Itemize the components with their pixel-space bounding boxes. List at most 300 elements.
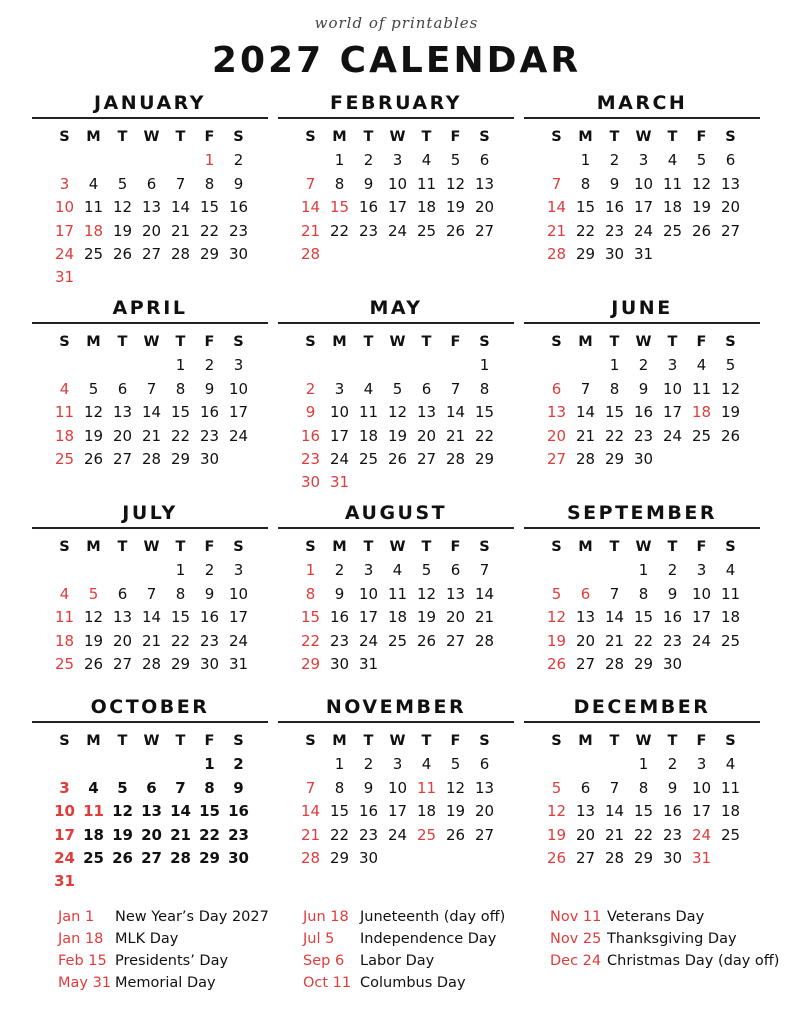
empty-cell xyxy=(79,266,108,289)
week-row xyxy=(524,448,760,471)
day-cell: 17 xyxy=(691,608,712,627)
empty-cell xyxy=(166,870,195,893)
day-cell: 16 xyxy=(199,403,220,422)
day-cell: 4 xyxy=(392,561,403,580)
day-cell: 2 xyxy=(609,151,620,170)
day-cell: 21 xyxy=(474,608,495,627)
weekday-header xyxy=(278,730,514,753)
day-cell: 4 xyxy=(421,755,432,774)
day-cell: 31 xyxy=(329,473,350,492)
month-april xyxy=(32,294,268,471)
day-cell: 1 xyxy=(334,755,345,774)
holiday-row xyxy=(58,950,269,972)
holiday-row xyxy=(58,928,269,950)
empty-cell xyxy=(441,847,470,870)
weekday-label: M xyxy=(332,129,347,145)
weekday-label: T xyxy=(667,334,678,350)
day-cell: 28 xyxy=(445,449,466,468)
holiday-name: Presidents’ Day xyxy=(115,953,229,969)
day-cell: 16 xyxy=(633,403,654,422)
day-cell: 6 xyxy=(146,778,157,797)
month-august xyxy=(278,499,514,676)
day-cell: 3 xyxy=(59,174,70,193)
week-row xyxy=(524,243,760,266)
weekday-label: F xyxy=(450,733,461,749)
weekday-label: F xyxy=(696,733,707,749)
day-cell: 15 xyxy=(300,608,321,627)
day-cell: 23 xyxy=(199,426,220,445)
holiday-row xyxy=(550,950,779,972)
weekday-label: F xyxy=(204,129,215,145)
day-cell: 28 xyxy=(300,244,321,263)
week-row xyxy=(32,800,268,823)
week-row xyxy=(278,243,514,266)
day-cell: 4 xyxy=(59,584,70,603)
holiday-row xyxy=(58,906,269,928)
day-cell: 26 xyxy=(691,221,712,240)
day-cell: 28 xyxy=(170,848,191,867)
empty-cell xyxy=(412,847,441,870)
day-cell: 17 xyxy=(54,825,75,844)
empty-cell xyxy=(658,243,687,266)
day-cell: 6 xyxy=(479,151,490,170)
day-cell: 14 xyxy=(300,198,321,217)
week-row xyxy=(32,653,268,676)
month-november xyxy=(278,693,514,870)
day-cell: 9 xyxy=(363,174,374,193)
day-cell: 30 xyxy=(300,473,321,492)
day-cell: 22 xyxy=(575,221,596,240)
day-cell: 13 xyxy=(720,174,741,193)
weekday-label: F xyxy=(204,334,215,350)
holiday-date: Jan 1 xyxy=(58,909,95,925)
day-cell: 26 xyxy=(112,848,133,867)
day-cell: 24 xyxy=(228,631,249,650)
day-cell: 13 xyxy=(575,608,596,627)
holiday-date: Oct 11 xyxy=(303,975,352,991)
day-cell: 24 xyxy=(387,221,408,240)
month-name: OCTOBER xyxy=(32,693,268,723)
day-cell: 4 xyxy=(363,379,374,398)
week-row xyxy=(524,425,760,448)
day-cell: 7 xyxy=(305,778,316,797)
day-cell: 26 xyxy=(445,825,466,844)
empty-cell xyxy=(441,354,470,377)
empty-cell xyxy=(296,149,325,172)
month-name: APRIL xyxy=(32,294,268,324)
day-cell: 25 xyxy=(83,244,104,263)
weekday-label: M xyxy=(86,539,101,555)
empty-cell xyxy=(687,243,716,266)
day-cell: 16 xyxy=(662,802,683,821)
day-cell: 17 xyxy=(358,608,379,627)
weekday-header xyxy=(32,331,268,354)
weekday-label: M xyxy=(578,129,593,145)
page-title: 2027 CALENDAR xyxy=(211,40,582,81)
weekday-label: S xyxy=(233,334,244,350)
day-cell: 5 xyxy=(117,778,128,797)
weekday-header xyxy=(524,536,760,559)
day-cell: 19 xyxy=(83,631,104,650)
day-cell: 26 xyxy=(416,631,437,650)
day-cell: 19 xyxy=(691,198,712,217)
day-cell: 8 xyxy=(580,174,591,193)
day-cell: 13 xyxy=(445,584,466,603)
weekday-label: F xyxy=(204,733,215,749)
day-cell: 27 xyxy=(141,244,162,263)
day-cell: 17 xyxy=(691,802,712,821)
empty-cell xyxy=(412,354,441,377)
week-row xyxy=(278,824,514,847)
day-cell: 14 xyxy=(300,802,321,821)
day-cell: 24 xyxy=(54,244,75,263)
weekday-label: M xyxy=(86,129,101,145)
day-cell: 1 xyxy=(609,356,620,375)
month-may xyxy=(278,294,514,495)
day-cell: 20 xyxy=(445,608,466,627)
holiday-name: Thanksgiving Day xyxy=(607,931,737,947)
empty-cell xyxy=(716,448,745,471)
day-cell: 19 xyxy=(83,426,104,445)
week-row xyxy=(32,173,268,196)
week-row xyxy=(32,870,268,893)
empty-cell xyxy=(571,354,600,377)
weekday-label: T xyxy=(363,539,374,555)
day-cell: 3 xyxy=(233,356,244,375)
day-cell: 7 xyxy=(175,778,186,797)
day-cell: 8 xyxy=(204,778,215,797)
day-cell: 12 xyxy=(387,403,408,422)
day-cell: 20 xyxy=(112,426,133,445)
weekday-label: T xyxy=(175,733,186,749)
weekday-label: T xyxy=(667,129,678,145)
day-cell: 2 xyxy=(233,151,244,170)
day-cell: 14 xyxy=(170,802,191,821)
weekday-label: M xyxy=(332,334,347,350)
day-cell: 2 xyxy=(233,755,244,774)
day-cell: 23 xyxy=(228,825,249,844)
weekday-label: T xyxy=(175,539,186,555)
empty-cell xyxy=(79,753,108,776)
day-cell: 15 xyxy=(329,802,350,821)
day-cell: 7 xyxy=(146,379,157,398)
day-cell: 11 xyxy=(358,403,379,422)
day-cell: 12 xyxy=(83,403,104,422)
day-cell: 9 xyxy=(609,174,620,193)
empty-cell xyxy=(137,753,166,776)
day-cell: 21 xyxy=(170,221,191,240)
weekday-header xyxy=(524,331,760,354)
weekday-label: F xyxy=(696,539,707,555)
day-cell: 29 xyxy=(170,449,191,468)
day-cell: 15 xyxy=(329,198,350,217)
weekday-label: T xyxy=(117,539,128,555)
empty-cell xyxy=(50,149,79,172)
empty-cell xyxy=(716,653,745,676)
day-cell: 8 xyxy=(479,379,490,398)
day-cell: 13 xyxy=(474,174,495,193)
day-cell: 15 xyxy=(474,403,495,422)
holiday-row xyxy=(303,972,505,994)
day-cell: 2 xyxy=(334,561,345,580)
day-cell: 7 xyxy=(146,584,157,603)
day-cell: 20 xyxy=(416,426,437,445)
weekday-label: M xyxy=(86,733,101,749)
month-december xyxy=(524,693,760,870)
month-name: NOVEMBER xyxy=(278,693,514,723)
day-cell: 1 xyxy=(638,561,649,580)
holiday-list-3 xyxy=(550,906,779,972)
weekday-label: S xyxy=(551,129,562,145)
day-cell: 22 xyxy=(170,426,191,445)
day-cell: 29 xyxy=(199,848,220,867)
day-cell: 29 xyxy=(633,848,654,867)
holiday-row xyxy=(58,972,269,994)
empty-cell xyxy=(542,149,571,172)
holiday-name: Juneteenth (day off) xyxy=(360,909,506,925)
day-cell: 12 xyxy=(445,778,466,797)
weekday-label: S xyxy=(725,539,736,555)
day-cell: 23 xyxy=(662,825,683,844)
day-cell: 3 xyxy=(363,561,374,580)
day-cell: 19 xyxy=(112,221,133,240)
weekday-label: T xyxy=(609,539,620,555)
weekday-label: S xyxy=(551,733,562,749)
day-cell: 6 xyxy=(117,584,128,603)
day-cell: 5 xyxy=(725,356,736,375)
day-cell: 21 xyxy=(445,426,466,445)
week-row xyxy=(524,378,760,401)
day-cell: 5 xyxy=(551,584,562,603)
weekday-label: T xyxy=(609,334,620,350)
day-cell: 30 xyxy=(604,244,625,263)
day-cell: 22 xyxy=(474,426,495,445)
day-cell: 2 xyxy=(638,356,649,375)
week-row xyxy=(524,606,760,629)
month-name: FEBRUARY xyxy=(278,89,514,119)
holiday-date: Jan 18 xyxy=(58,931,104,947)
day-cell: 5 xyxy=(88,379,99,398)
month-february xyxy=(278,89,514,266)
day-cell: 3 xyxy=(696,561,707,580)
empty-cell xyxy=(79,559,108,582)
week-row xyxy=(32,196,268,219)
day-cell: 21 xyxy=(300,221,321,240)
day-cell: 23 xyxy=(662,631,683,650)
day-cell: 9 xyxy=(363,778,374,797)
month-name: JULY xyxy=(32,499,268,529)
day-cell: 24 xyxy=(691,631,712,650)
day-cell: 1 xyxy=(334,151,345,170)
weekday-label: W xyxy=(635,733,652,749)
day-cell: 16 xyxy=(329,608,350,627)
day-cell: 18 xyxy=(83,825,104,844)
day-cell: 30 xyxy=(199,449,220,468)
empty-cell xyxy=(383,847,412,870)
day-cell: 4 xyxy=(88,778,99,797)
day-cell: 16 xyxy=(228,198,249,217)
empty-cell xyxy=(470,653,499,676)
day-cell: 1 xyxy=(479,356,490,375)
day-cell: 6 xyxy=(421,379,432,398)
day-cell: 17 xyxy=(329,426,350,445)
holiday-row xyxy=(303,906,505,928)
day-cell: 2 xyxy=(667,755,678,774)
month-october xyxy=(32,693,268,894)
day-cell: 4 xyxy=(725,755,736,774)
day-cell: 17 xyxy=(228,608,249,627)
brand-script: world of printables xyxy=(314,14,479,32)
weekday-label: S xyxy=(725,334,736,350)
day-cell: 26 xyxy=(546,654,567,673)
day-cell: 5 xyxy=(696,151,707,170)
day-cell: 3 xyxy=(392,151,403,170)
empty-cell xyxy=(195,266,224,289)
weekday-label: W xyxy=(635,334,652,350)
day-cell: 22 xyxy=(199,825,220,844)
day-cell: 1 xyxy=(175,356,186,375)
weekday-label: T xyxy=(609,129,620,145)
day-cell: 13 xyxy=(112,608,133,627)
day-cell: 3 xyxy=(59,778,70,797)
day-cell: 24 xyxy=(633,221,654,240)
week-row xyxy=(278,401,514,424)
day-cell: 27 xyxy=(575,654,596,673)
day-cell: 6 xyxy=(117,379,128,398)
empty-cell xyxy=(470,243,499,266)
day-cell: 25 xyxy=(387,631,408,650)
day-cell: 6 xyxy=(580,778,591,797)
day-cell: 28 xyxy=(604,848,625,867)
day-cell: 18 xyxy=(387,608,408,627)
week-row xyxy=(524,583,760,606)
day-cell: 3 xyxy=(667,356,678,375)
day-cell: 18 xyxy=(720,802,741,821)
weekday-label: W xyxy=(389,539,406,555)
week-row xyxy=(524,354,760,377)
day-cell: 27 xyxy=(416,449,437,468)
week-row xyxy=(278,630,514,653)
day-cell: 6 xyxy=(146,174,157,193)
day-cell: 18 xyxy=(54,631,75,650)
day-cell: 31 xyxy=(633,244,654,263)
day-cell: 8 xyxy=(638,584,649,603)
day-cell: 28 xyxy=(575,449,596,468)
day-cell: 29 xyxy=(604,449,625,468)
week-row xyxy=(524,847,760,870)
week-row xyxy=(32,847,268,870)
day-cell: 27 xyxy=(575,848,596,867)
empty-cell xyxy=(137,870,166,893)
week-row xyxy=(524,777,760,800)
day-cell: 25 xyxy=(54,654,75,673)
day-cell: 23 xyxy=(329,631,350,650)
empty-cell xyxy=(470,847,499,870)
day-cell: 22 xyxy=(170,631,191,650)
weekday-label: F xyxy=(696,129,707,145)
day-cell: 7 xyxy=(551,174,562,193)
day-cell: 4 xyxy=(88,174,99,193)
week-row xyxy=(32,378,268,401)
day-cell: 10 xyxy=(54,802,75,821)
day-cell: 1 xyxy=(305,561,316,580)
day-cell: 16 xyxy=(199,608,220,627)
day-cell: 23 xyxy=(604,221,625,240)
holiday-date: Jun 18 xyxy=(303,909,349,925)
week-row xyxy=(32,220,268,243)
day-cell: 10 xyxy=(228,379,249,398)
weekday-header xyxy=(32,730,268,753)
day-cell: 11 xyxy=(662,174,683,193)
weekday-label: S xyxy=(305,129,316,145)
empty-cell xyxy=(600,753,629,776)
weekday-label: W xyxy=(143,334,160,350)
day-cell: 23 xyxy=(633,426,654,445)
day-cell: 25 xyxy=(662,221,683,240)
day-cell: 22 xyxy=(633,631,654,650)
day-cell: 5 xyxy=(88,584,99,603)
holiday-date: Sep 6 xyxy=(303,953,345,969)
week-row xyxy=(32,425,268,448)
day-cell: 27 xyxy=(112,654,133,673)
day-cell: 5 xyxy=(450,151,461,170)
month-september xyxy=(524,499,760,676)
month-name: DECEMBER xyxy=(524,693,760,723)
day-cell: 17 xyxy=(662,403,683,422)
day-cell: 25 xyxy=(416,221,437,240)
day-cell: 4 xyxy=(421,151,432,170)
day-cell: 25 xyxy=(54,449,75,468)
day-cell: 7 xyxy=(580,379,591,398)
day-cell: 9 xyxy=(334,584,345,603)
holiday-name: Veterans Day xyxy=(607,909,705,925)
day-cell: 24 xyxy=(691,825,712,844)
day-cell: 26 xyxy=(83,449,104,468)
empty-cell xyxy=(224,870,253,893)
day-cell: 6 xyxy=(551,379,562,398)
week-row xyxy=(524,653,760,676)
day-cell: 20 xyxy=(474,802,495,821)
day-cell: 8 xyxy=(334,778,345,797)
empty-cell xyxy=(600,559,629,582)
day-cell: 22 xyxy=(199,221,220,240)
week-row xyxy=(32,753,268,776)
day-cell: 29 xyxy=(575,244,596,263)
empty-cell xyxy=(50,753,79,776)
day-cell: 25 xyxy=(720,825,741,844)
empty-cell xyxy=(50,559,79,582)
day-cell: 1 xyxy=(204,755,215,774)
day-cell: 28 xyxy=(604,654,625,673)
month-january xyxy=(32,89,268,290)
weekday-label: S xyxy=(551,334,562,350)
day-cell: 8 xyxy=(334,174,345,193)
day-cell: 29 xyxy=(300,654,321,673)
weekday-label: S xyxy=(233,129,244,145)
weekday-label: T xyxy=(363,334,374,350)
day-cell: 8 xyxy=(175,379,186,398)
day-cell: 8 xyxy=(609,379,620,398)
week-row xyxy=(32,448,268,471)
day-cell: 9 xyxy=(667,584,678,603)
weekday-header xyxy=(32,536,268,559)
weekday-label: W xyxy=(389,733,406,749)
day-cell: 12 xyxy=(416,584,437,603)
day-cell: 11 xyxy=(83,802,104,821)
day-cell: 26 xyxy=(445,221,466,240)
day-cell: 2 xyxy=(204,561,215,580)
weekday-label: S xyxy=(59,733,70,749)
